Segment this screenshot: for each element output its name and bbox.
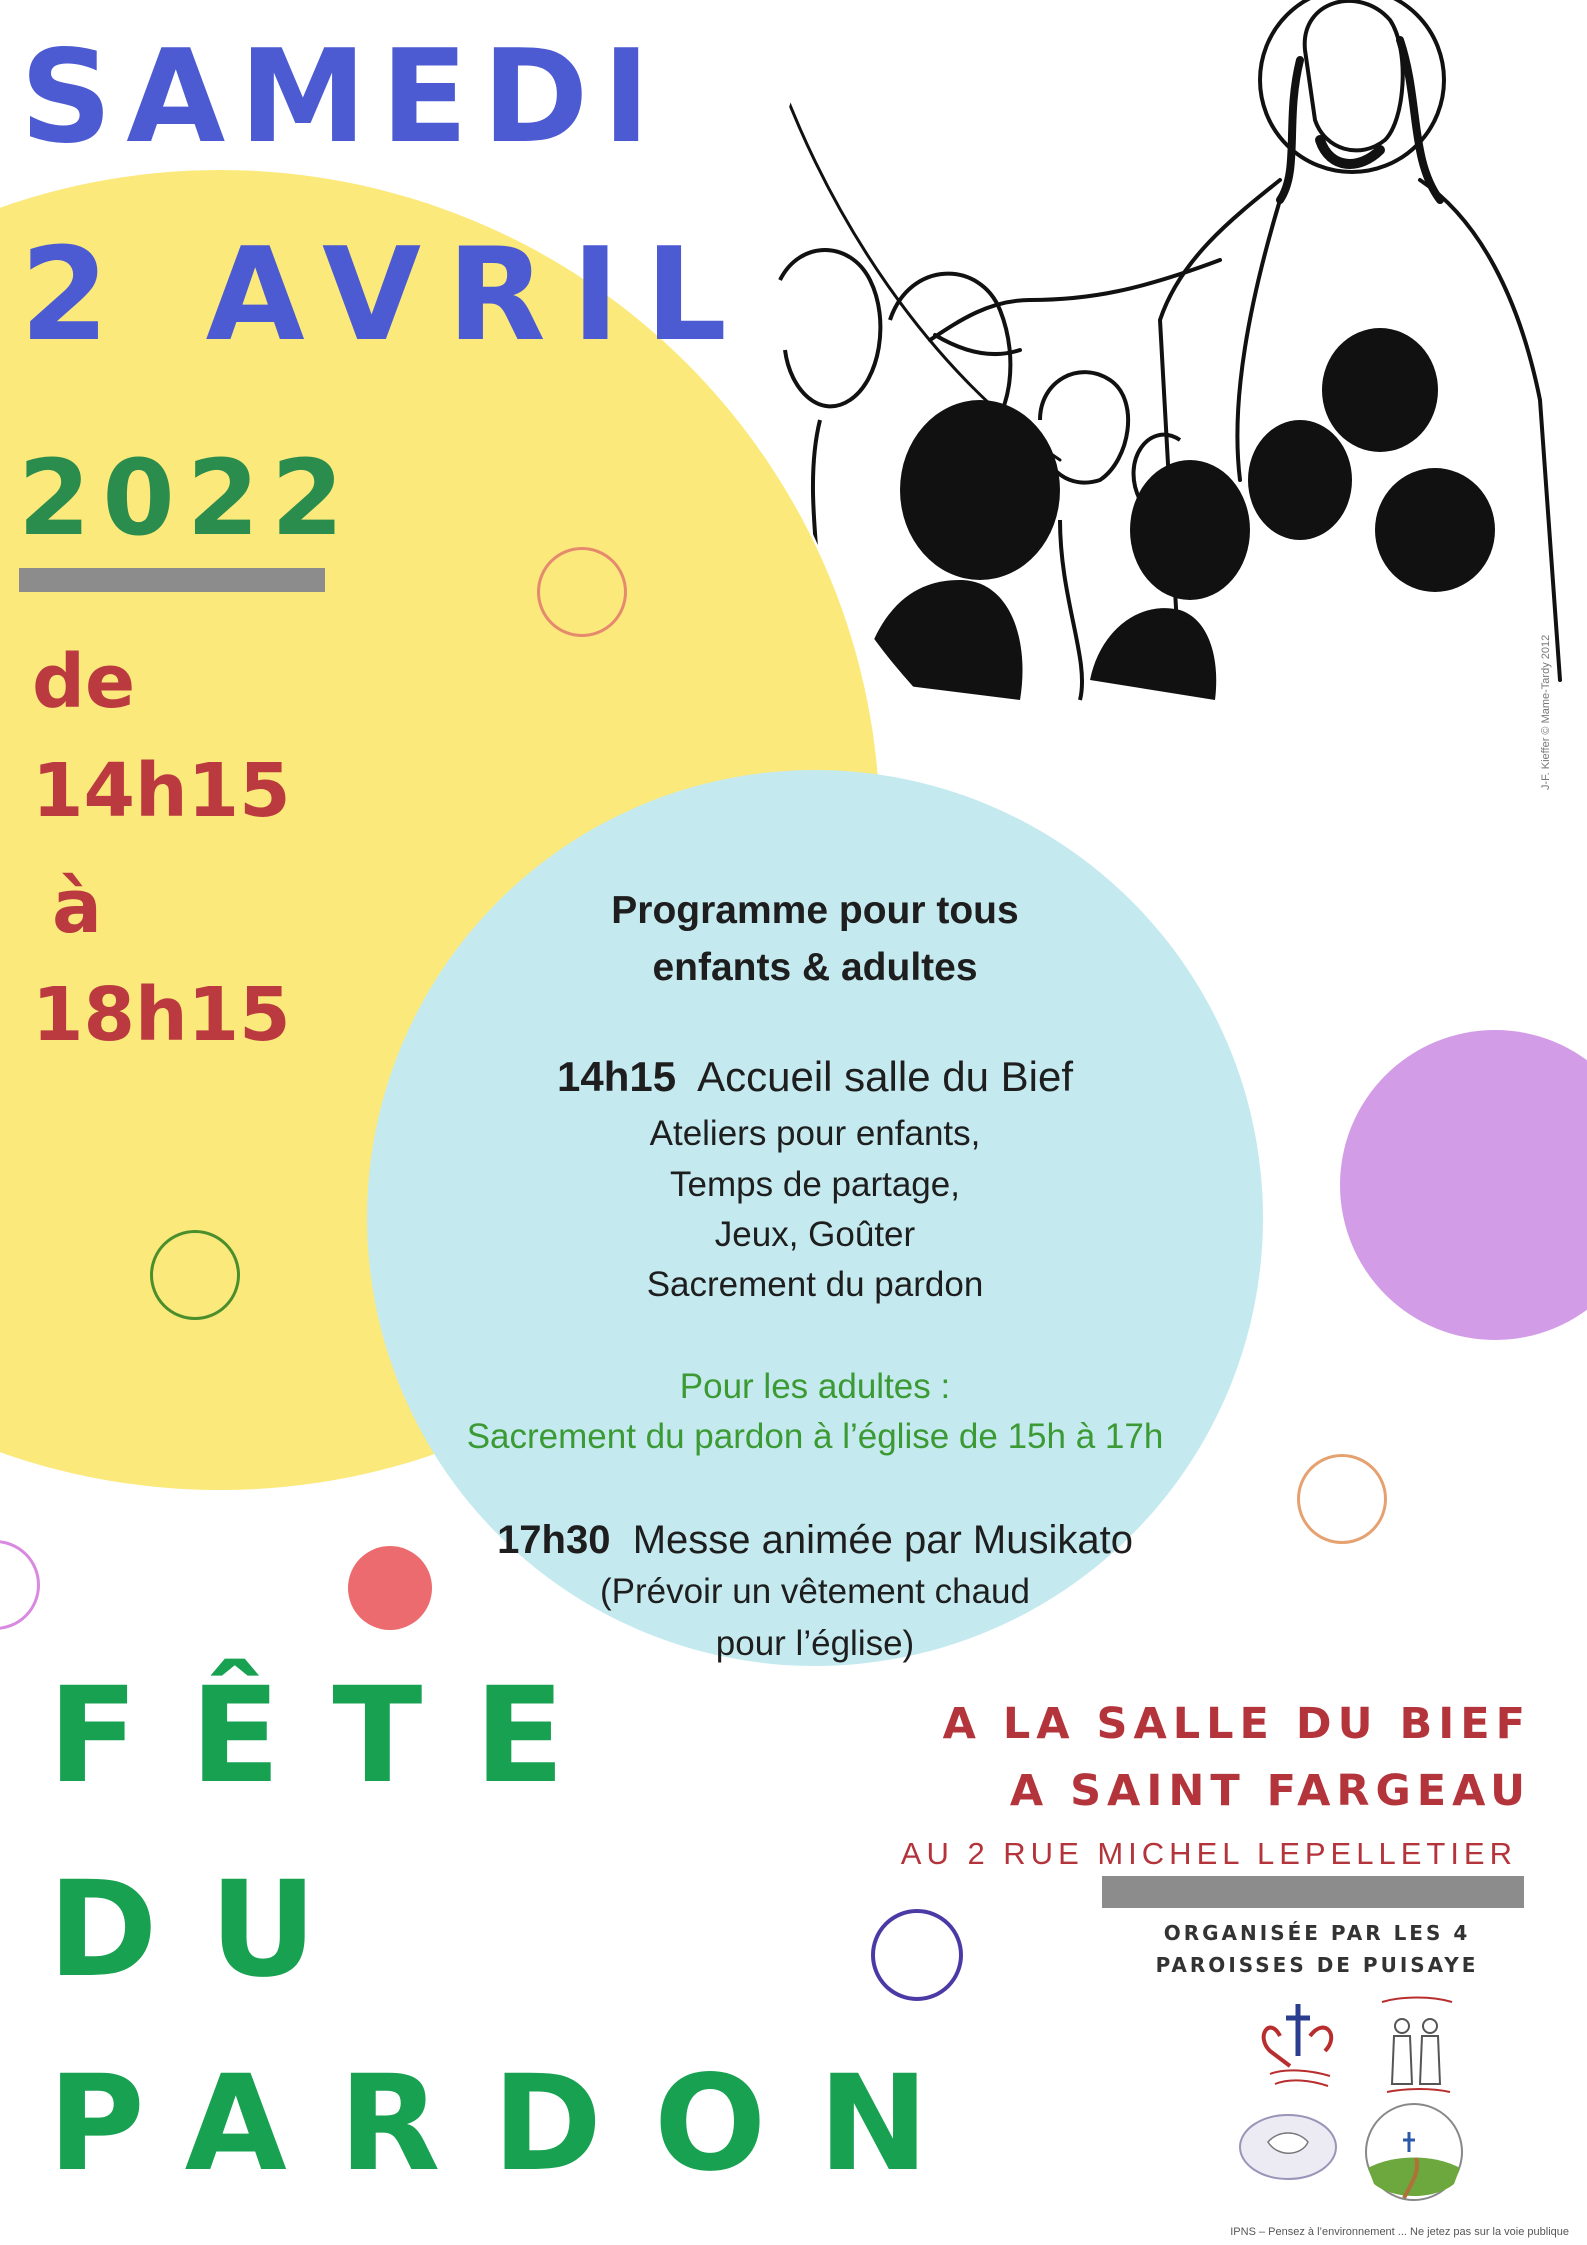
programme-heading-line2: enfants & adultes <box>652 946 978 989</box>
venue-underline-bar <box>1102 1876 1524 1908</box>
map-logo-icon <box>1238 2112 1338 2182</box>
programme-item-1-detail: Sacrement du pardon <box>646 1265 984 1304</box>
programme-item-1 <box>367 1053 1263 1101</box>
programme-item-1-time: 14h15 <box>557 1053 677 1100</box>
illustration-circle <box>760 0 1587 880</box>
logo-saint-lazare <box>1364 2102 1464 2202</box>
orange-ring-decoration <box>537 547 627 637</box>
orange-ring-decoration <box>1297 1454 1387 1544</box>
programme-item-2-time: 17h30 <box>497 1518 611 1562</box>
venue-line-1: A LA SALLE DU BIEF <box>942 1699 1531 1749</box>
venue-address: AU 2 RUE MICHEL LEPELLETIER <box>900 1836 1517 1871</box>
logo-saint-germain <box>1238 2112 1338 2182</box>
title-date: 2 AVRIL <box>20 221 753 370</box>
purple-circle-decoration <box>1340 1030 1587 1340</box>
saints-logo-icon <box>1372 1992 1462 2102</box>
year-underline-bar <box>19 568 325 592</box>
time-from-label: de <box>32 639 136 725</box>
programme-item-2 <box>367 1518 1263 1563</box>
adults-text: Sacrement du pardon à l’église de 15h à 17h <box>466 1417 1164 1456</box>
programme-item-2-note: (Prévoir un vêtement chaud <box>600 1572 1030 1611</box>
organiser-line-1: ORGANISÉE PAR LES 4 <box>1163 1921 1471 1945</box>
programme-heading-line1: Programme pour tous <box>611 889 1019 932</box>
title-year: 2022 <box>18 437 356 559</box>
organiser-line-2: PAROISSES DE PUISAYE <box>1155 1953 1479 1977</box>
time-to-label: à <box>52 864 102 950</box>
programme-item-1-detail: Temps de partage, <box>670 1165 960 1204</box>
illustration-credit: J-F. Kieffer © Mame-Tardy 2012 <box>1540 634 1552 790</box>
logo-sacre-coeur <box>1250 1996 1350 2096</box>
pink-ring-decoration <box>0 1540 40 1630</box>
event-title-word-1: FÊTE <box>48 1659 617 1813</box>
green-ring-decoration <box>150 1230 240 1320</box>
jesus-crowd-illustration <box>760 0 1587 880</box>
footer-note: IPNS – Pensez à l’environnement ... Ne jetez pas sur la voie publique <box>1230 2226 1569 2238</box>
venue-line-2: A SAINT FARGEAU <box>1009 1766 1531 1816</box>
programme-item-1-detail: Ateliers pour enfants, <box>649 1114 981 1153</box>
event-title-word-2: DU <box>48 1853 369 2007</box>
church-hill-logo-icon <box>1364 2102 1464 2202</box>
title-day: SAMEDI <box>20 23 664 172</box>
event-title-word-3: PARDON <box>48 2047 981 2201</box>
programme-item-1-title: Accueil salle du Bief <box>697 1053 1073 1100</box>
programme-item-2-note: pour l’église) <box>715 1624 915 1663</box>
time-end: 18h15 <box>32 972 291 1058</box>
purple-ring-decoration <box>871 1909 963 2001</box>
heart-cross-logo-icon <box>1250 1996 1350 2096</box>
time-start: 14h15 <box>32 748 291 834</box>
logo-saint-pierre-saint-paul <box>1372 1992 1462 2102</box>
programme-item-1-detail: Jeux, Goûter <box>714 1215 916 1254</box>
adults-heading: Pour les adultes : <box>679 1367 951 1406</box>
programme-item-2-title: Messe animée par Musikato <box>632 1518 1133 1562</box>
